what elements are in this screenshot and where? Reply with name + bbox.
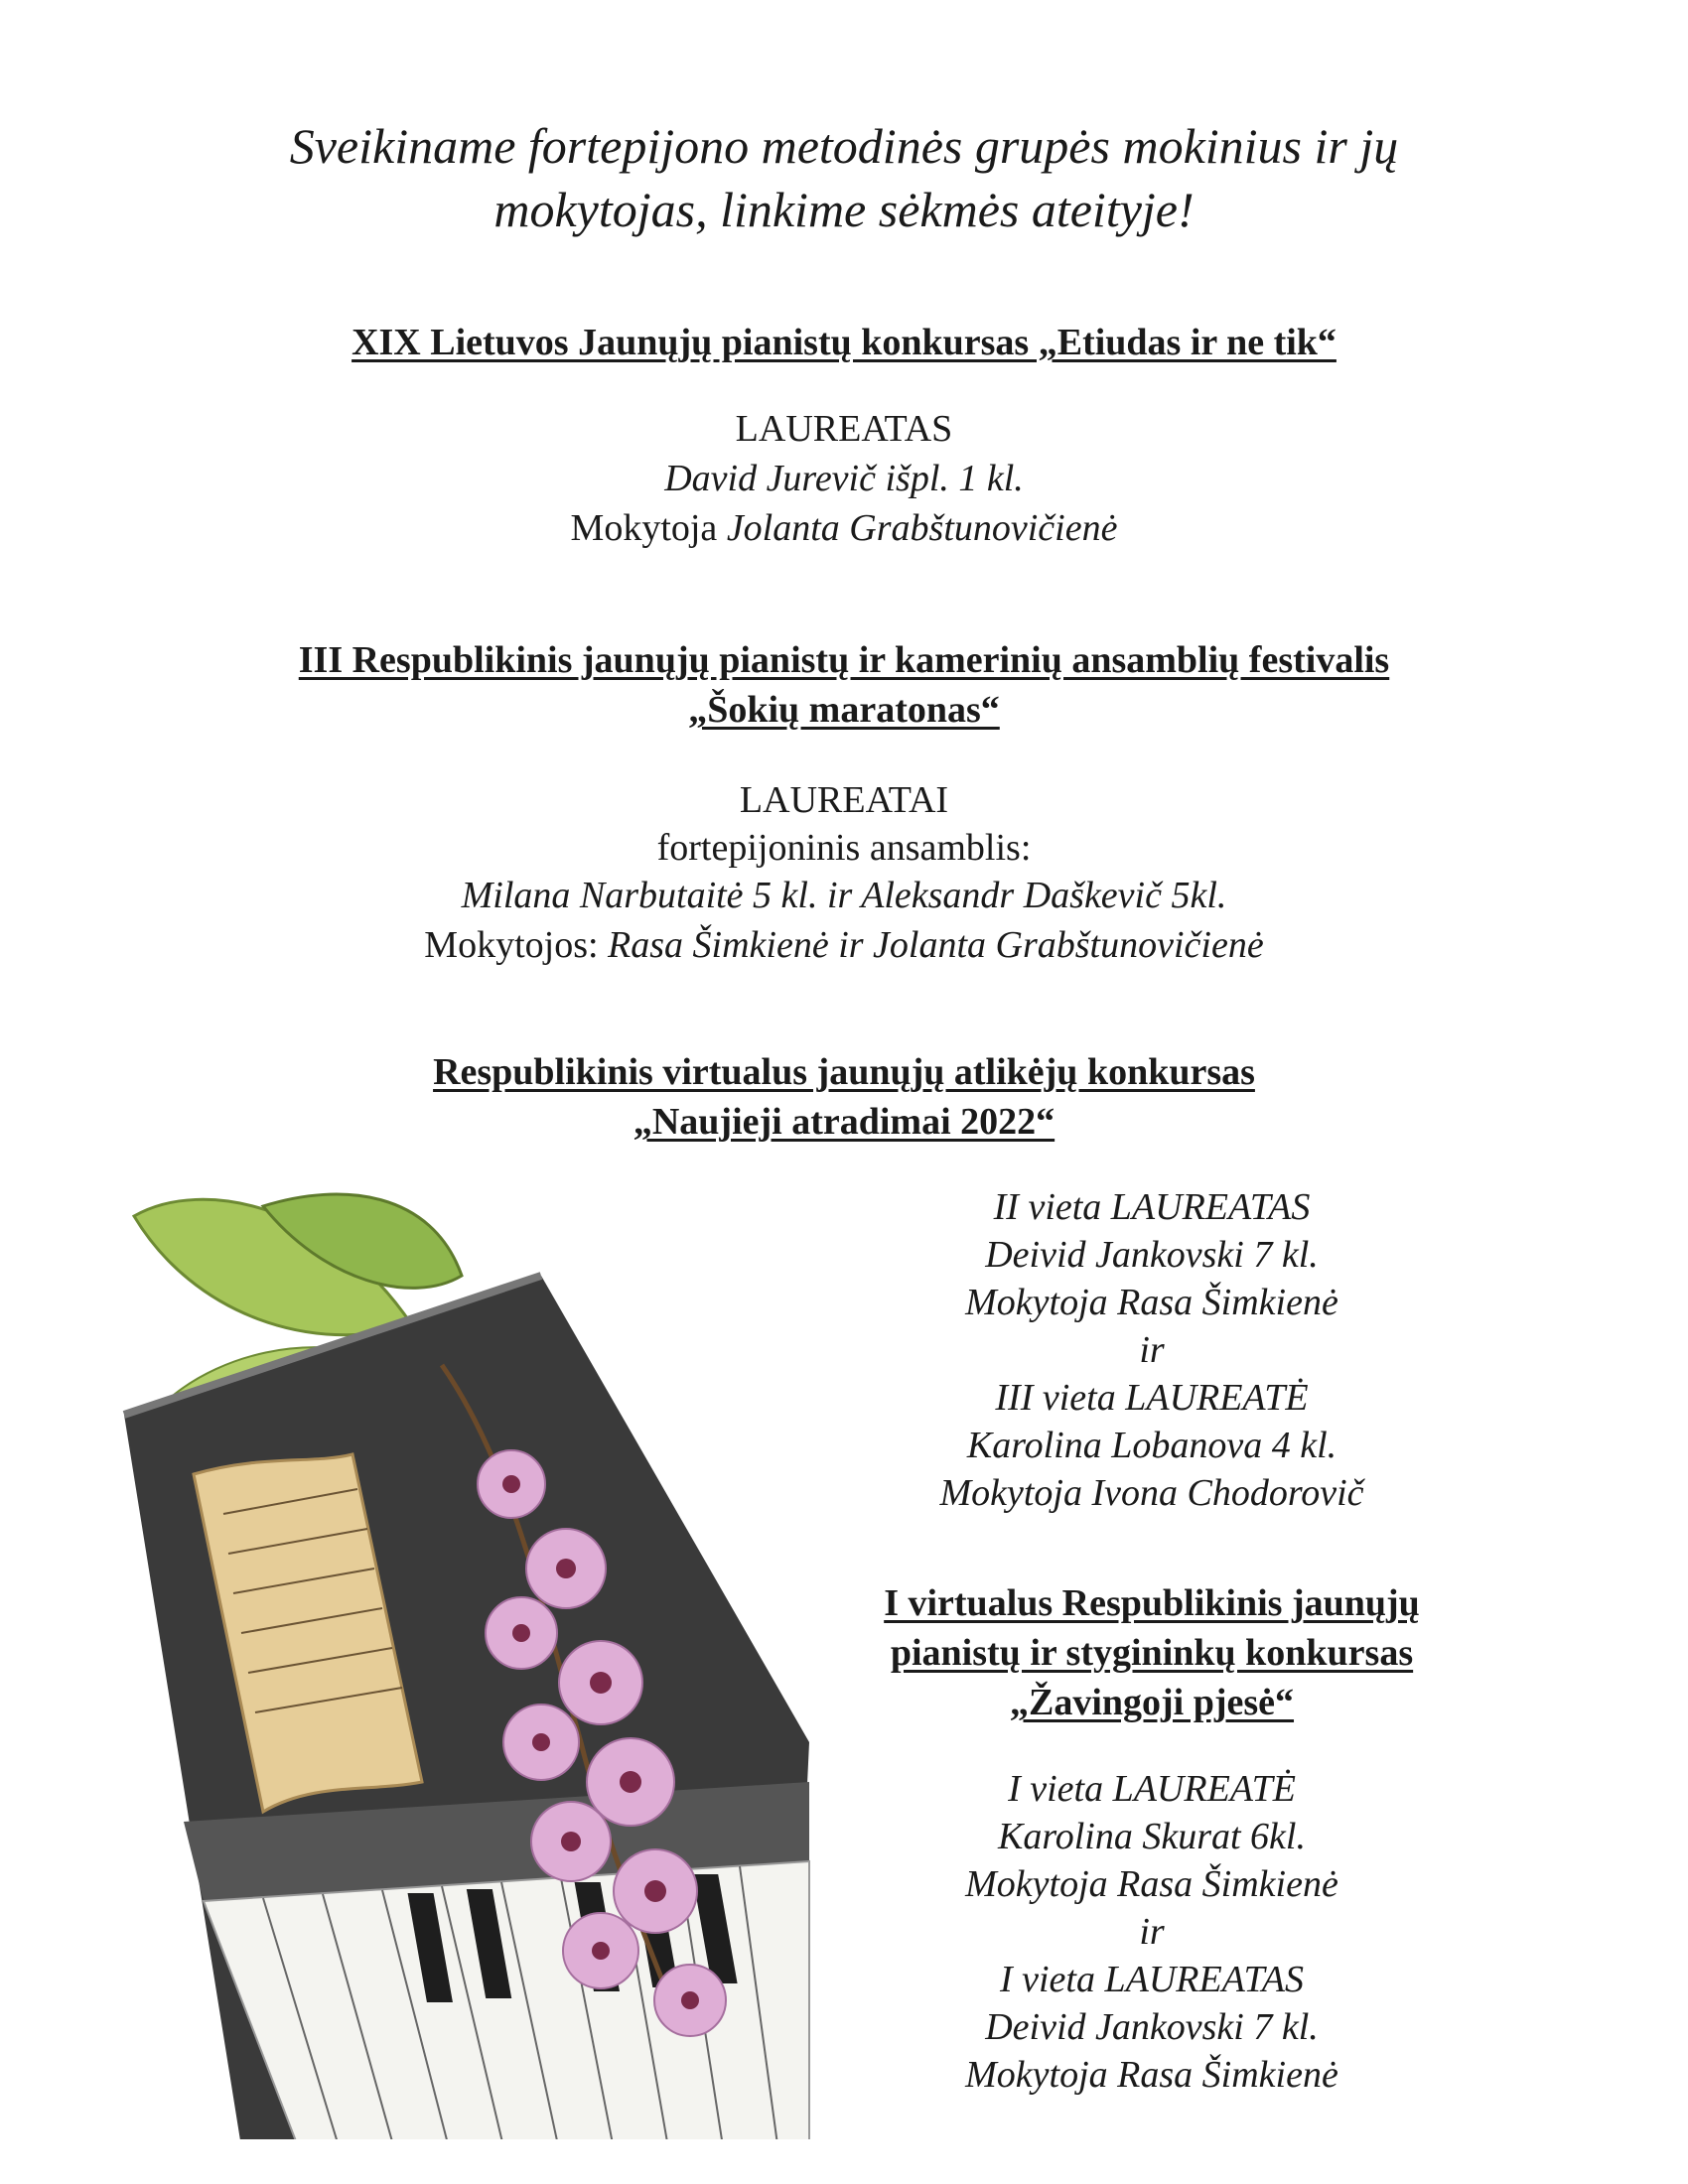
section1-heading: XIX Lietuvos Jaunųjų pianistų konkursas „Etiudas ir ne tik“ [352, 322, 1336, 363]
section4-line: Mokytoja Rasa Šimkienė [965, 2054, 1338, 2096]
section3-line: Mokytoja Ivona Chodorovič [939, 1472, 1364, 1514]
section4-line: I vieta LAUREATĖ [1008, 1768, 1296, 1810]
section1-student: David Jurevič išpl. 1 kl. [664, 458, 1024, 499]
section4-heading-line-3: „Žavingoji pjesė“ [1009, 1682, 1295, 1723]
section2-heading-line-2: „Šokių maratonas“ [688, 689, 1000, 731]
section4-heading-line-1: I virtualus Respublikinis jaunųjų [884, 1582, 1420, 1624]
section2-category: fortepijoninis ansamblis: [656, 827, 1032, 869]
section3-line: ir [1139, 1329, 1165, 1371]
piano-orchid-illustration [114, 1186, 829, 2139]
section3-results [814, 1183, 1489, 1517]
section2-teacher-label: Mokytojos: [424, 924, 599, 966]
section4-results [814, 1765, 1489, 2099]
section3-heading-line-2: „Naujieji atradimai 2022“ [633, 1101, 1055, 1143]
section3-heading-line-1: Respublikinis virtualus jaunųjų atlikėjų konkursas [433, 1051, 1255, 1093]
section2-award: LAUREATAI [739, 779, 949, 821]
section3-line: II vieta LAUREATAS [993, 1186, 1311, 1228]
section2-teacher-names: Rasa Šimkienė ir Jolanta Grabštunovičienė [608, 924, 1264, 966]
intro-line-2: mokytojas, linkime sėkmės ateityje! [493, 182, 1195, 237]
section4-line: ir [1139, 1911, 1165, 1953]
section2-students: Milana Narbutaitė 5 kl. ir Aleksandr Daškevič 5kl. [461, 875, 1227, 916]
intro-text [0, 114, 1688, 241]
section4-line: Karolina Skurat 6kl. [998, 1816, 1306, 1857]
section1-teacher-name: Jolanta Grabštunovičienė [726, 507, 1118, 549]
section1-award: LAUREATAS [735, 408, 953, 450]
section4-line: Mokytoja Rasa Šimkienė [965, 1863, 1338, 1905]
section4-line: Deivid Jankovski 7 kl. [985, 2006, 1319, 2048]
section3-line: III vieta LAUREATĖ [995, 1377, 1309, 1419]
section2-heading-line-1: III Respublikinis jaunųjų pianistų ir kamerinių ansamblių festivalis [298, 639, 1390, 681]
intro-line-1: Sveikiname fortepijono metodinės grupės mokinius ir jų [289, 118, 1399, 174]
section3-line: Mokytoja Rasa Šimkienė [965, 1282, 1338, 1323]
section4-heading-line-2: pianistų ir stygininkų konkursas [890, 1632, 1414, 1674]
section3-line: Deivid Jankovski 7 kl. [985, 1234, 1319, 1276]
section1-teacher-line [0, 504, 1688, 552]
section2-teacher-line [0, 921, 1688, 969]
section3-line: Karolina Lobanova 4 kl. [966, 1425, 1337, 1466]
section4-line: I vieta LAUREATAS [999, 1959, 1305, 2000]
section1-teacher-label: Mokytoja [570, 507, 718, 549]
